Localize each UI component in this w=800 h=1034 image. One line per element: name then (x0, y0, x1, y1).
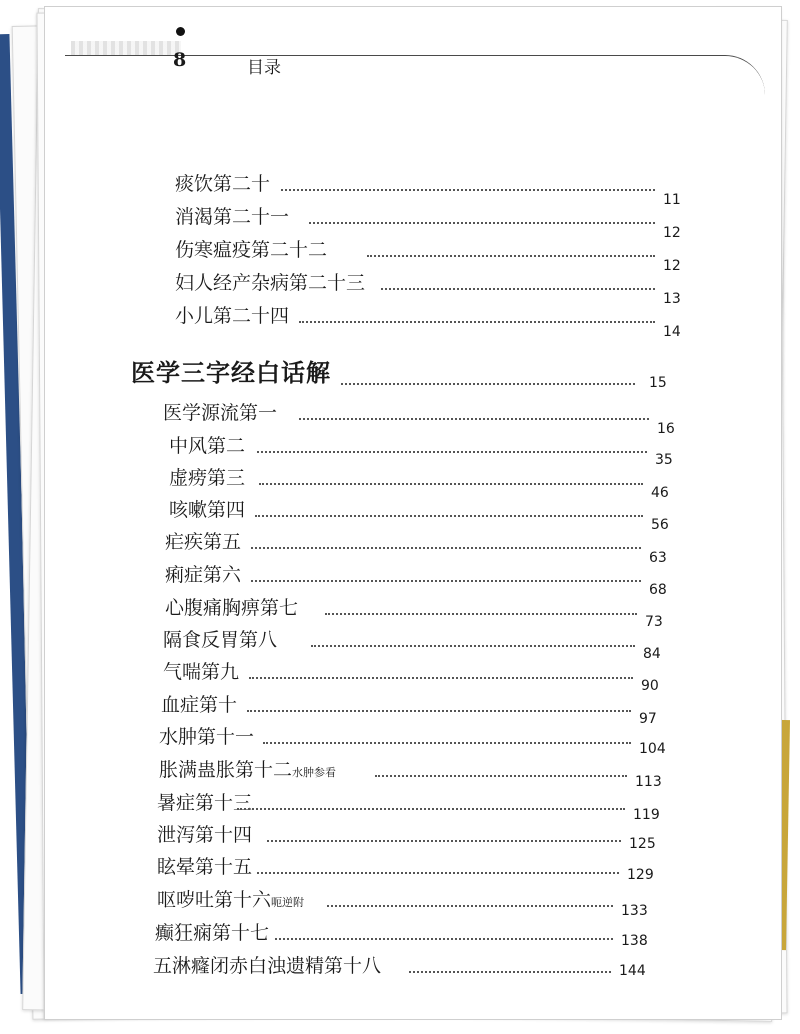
toc-entry-page-number: 16 (657, 421, 675, 437)
toc-entry-page-number: 14 (663, 324, 681, 340)
toc-entry-title-text: 咳嗽第四 (169, 499, 246, 521)
toc-entry-title (161, 692, 237, 718)
toc-entry[interactable] (175, 270, 695, 307)
dot-leader (257, 872, 619, 874)
toc-entry-page-number: 13 (663, 291, 681, 307)
toc-entry-title-text: 血症第十 (161, 694, 238, 716)
toc-entry-title-text: 伤寒瘟疫第二十二 (175, 239, 328, 261)
toc-entry-title-text: 眩晕第十五 (157, 856, 253, 878)
toc-entry-title (169, 497, 245, 523)
toc-entry-page-number: 97 (639, 711, 657, 727)
toc-entry-page-number: 138 (621, 933, 648, 949)
toc-entry-title (157, 790, 252, 816)
toc-entry-title-text: 暑症第十三 (157, 792, 253, 814)
toc-entry-title (163, 659, 239, 685)
toc-entry[interactable] (163, 627, 675, 662)
dot-leader (249, 677, 633, 679)
dot-leader (257, 451, 647, 453)
section-heading[interactable] (131, 353, 331, 388)
dot-leader (299, 418, 649, 420)
toc-entry-title-text: 中风第二 (169, 435, 246, 457)
toc-entry-title (175, 237, 327, 263)
toc-entry-title-text: 心腹痛胸痹第七 (165, 597, 299, 619)
toc-entry-title-text: 气喘第九 (163, 661, 240, 683)
toc-entry[interactable] (157, 822, 661, 852)
section-page-number: 15 (649, 375, 667, 391)
toc-entry-title (153, 953, 381, 979)
toc-entry[interactable] (163, 659, 673, 694)
page-number: 8 (173, 49, 187, 71)
toc-entry-page-number: 84 (643, 646, 661, 662)
dot-leader (267, 840, 621, 842)
toc-entry-title-text: 痢症第六 (165, 564, 242, 586)
toc-entry[interactable] (157, 854, 659, 884)
header-rule (65, 55, 765, 96)
toc-entry-title (155, 920, 269, 946)
dot-leader (251, 547, 641, 549)
toc-entry-page-number: 125 (629, 836, 656, 852)
toc-entry-page-number: 63 (649, 550, 667, 566)
dot-leader (263, 742, 631, 744)
toc-entry-title (157, 822, 252, 848)
dot-leader (311, 645, 635, 647)
toc-entry-page-number: 133 (621, 903, 648, 919)
toc-entry-page-number: 119 (633, 807, 660, 823)
toc-entry-title-text: 虚痨第三 (169, 467, 246, 489)
toc-entry-title (169, 433, 245, 459)
toc-entry-title (175, 270, 365, 296)
toc-entry-page-number: 129 (627, 867, 654, 883)
toc-entry-page-number: 90 (641, 678, 659, 694)
toc-entry-title (165, 562, 241, 588)
toc-entry-page-number: 46 (651, 485, 669, 501)
toc-entry[interactable] (155, 920, 653, 950)
toc-entry-title (175, 303, 289, 329)
toc-entry-page-number: 104 (639, 741, 666, 757)
dot-leader (259, 483, 643, 485)
toc-entry-title (159, 724, 254, 750)
toc-entry[interactable] (165, 562, 681, 598)
dot-leader (237, 808, 625, 810)
toc-entry[interactable] (159, 724, 671, 757)
toc-entry-title-text: 医学源流第一 (163, 402, 278, 424)
toc-entry-title-text: 五淋癃闭赤白浊遗精第十八 (153, 955, 382, 977)
toc-entry-title (165, 529, 241, 555)
dot-leader (251, 580, 641, 582)
dot-leader (375, 775, 627, 777)
toc-entry-title-text: 妇人经产杂病第二十三 (175, 272, 366, 294)
toc-entry-title (157, 854, 252, 880)
toc-entry-title-text: 呕哕吐第十六 (157, 889, 272, 911)
dot-leader (309, 222, 655, 224)
document-page (44, 6, 782, 1020)
toc-entry-title-text: 隔食反胃第八 (163, 629, 278, 651)
binding-dot (176, 27, 185, 36)
toc-entry-title-text: 疟疾第五 (165, 531, 242, 553)
toc-entry-title (163, 627, 277, 653)
section-leader (341, 383, 635, 385)
toc-entry-page-number: 11 (663, 192, 681, 208)
section-title: 医学三字经白话解 (131, 359, 331, 387)
dot-leader (255, 515, 643, 517)
toc-entry-title (165, 595, 298, 621)
toc-entry-title (175, 204, 289, 230)
toc-entry[interactable] (157, 887, 653, 917)
toc-entry[interactable] (153, 953, 651, 983)
toc-entry[interactable] (175, 171, 695, 208)
toc-entry-page-number: 144 (619, 963, 646, 979)
toc-entry-title (169, 465, 245, 491)
toc-entry-title-text: 小儿第二十四 (175, 305, 290, 327)
toc-entry-page-number: 35 (655, 452, 673, 468)
toc-entry-title-text: 癫狂痫第十七 (155, 922, 270, 944)
dot-leader (325, 613, 637, 615)
toc-entry-page-number: 68 (649, 582, 667, 598)
toc-entry-page-number: 113 (635, 774, 662, 790)
toc-entry-title-text: 泄泻第十四 (157, 824, 253, 846)
toc-entry[interactable] (163, 400, 689, 437)
toc-entry[interactable] (165, 529, 681, 566)
toc-entry[interactable] (175, 237, 695, 274)
toc-entry-title-text: 胀满蛊胀第十二 (159, 759, 293, 781)
toc-entry[interactable] (169, 497, 683, 533)
running-head: 目录 (247, 58, 281, 78)
toc-entry[interactable] (169, 465, 683, 501)
dot-leader (275, 938, 613, 940)
toc-entry-title (175, 171, 270, 197)
toc-entry[interactable] (161, 692, 671, 727)
toc-entry-note: 呃逆附 (271, 896, 305, 909)
toc-entry[interactable] (175, 303, 695, 340)
toc-entry-note: 水肿参看 (292, 766, 337, 779)
toc-entry-page-number: 12 (663, 225, 681, 241)
toc-entry[interactable] (169, 433, 687, 468)
dot-leader (409, 971, 611, 973)
toc-entry[interactable] (175, 204, 695, 241)
toc-entry-page-number: 56 (651, 517, 669, 533)
toc-entry[interactable] (165, 595, 677, 630)
toc-entry-page-number: 73 (645, 614, 663, 630)
toc-entry-title (163, 400, 277, 426)
toc-entry[interactable] (159, 757, 667, 790)
dot-leader (327, 905, 613, 907)
dot-leader (281, 189, 655, 191)
toc-entry-title (159, 757, 336, 786)
toc-entry-title (157, 887, 304, 916)
toc-entry-title-text: 消渴第二十一 (175, 206, 290, 228)
toc-entry-title-text: 水肿第十一 (159, 726, 255, 748)
dot-leader (367, 255, 655, 257)
header-ornament (71, 41, 181, 55)
dot-leader (247, 710, 631, 712)
dot-leader (299, 321, 655, 323)
toc-entry-title-text: 痰饮第二十 (175, 173, 271, 195)
toc-entry[interactable] (157, 790, 665, 823)
toc-entry-page-number: 12 (663, 258, 681, 274)
dot-leader (381, 288, 655, 290)
